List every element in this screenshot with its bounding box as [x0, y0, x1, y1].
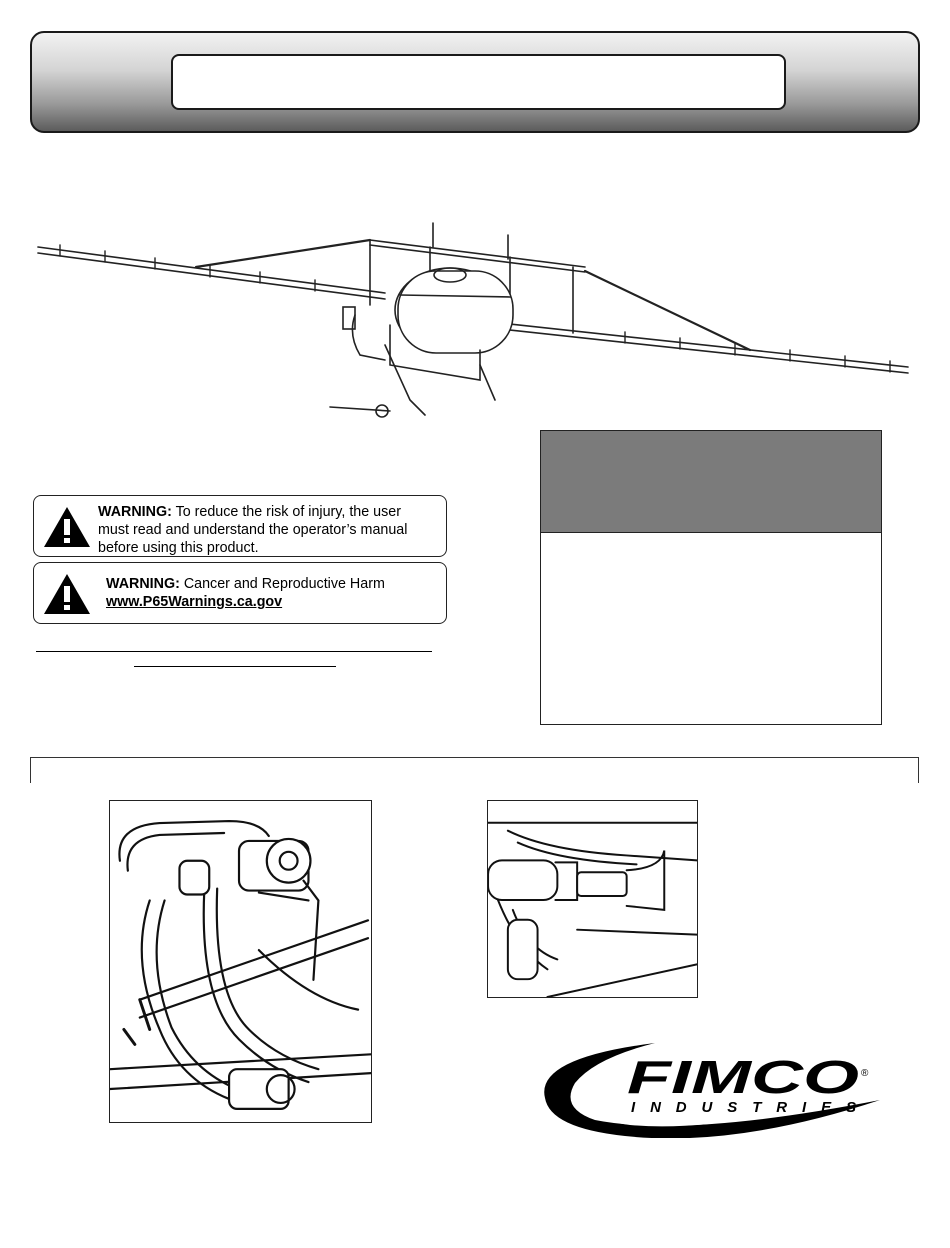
- hose-illustration: [488, 801, 697, 997]
- warning-line-3: before using this product.: [98, 540, 259, 556]
- hose-connection-photo: [487, 800, 698, 998]
- warning-box-manual: [33, 495, 447, 557]
- section-header-bar: [30, 757, 919, 783]
- divider-line: [36, 651, 432, 652]
- pump-illustration: [110, 801, 371, 1122]
- registered-mark: ®: [861, 1068, 869, 1079]
- title-box: [171, 54, 786, 110]
- warning-box-prop65: [33, 562, 447, 624]
- warning-label: WARNING:: [98, 504, 172, 520]
- sprayer-illustration: [30, 215, 920, 430]
- warning-triangle-icon: [42, 572, 92, 616]
- divider-line: [134, 666, 336, 667]
- warning-label: WARNING:: [106, 576, 180, 592]
- info-box: [540, 430, 882, 725]
- p65-link[interactable]: www.P65Warnings.ca.gov: [106, 594, 283, 610]
- warning-triangle-icon: [42, 505, 92, 549]
- brand-name: FIMCO: [627, 1051, 860, 1103]
- warning-text: [98, 503, 407, 557]
- warning-line-1: To reduce the risk of injury, the user: [171, 504, 401, 520]
- warning-line-1: Cancer and Reproductive Harm: [179, 576, 385, 592]
- fimco-logo: [535, 1038, 885, 1138]
- warning-line-2: must read and understand the operator’s manual: [98, 522, 408, 538]
- pump-assembly-photo: [109, 800, 372, 1123]
- info-box-header: [541, 431, 881, 533]
- brand-subtitle: INDUSTRIES: [631, 1099, 856, 1116]
- warning-text: [106, 575, 385, 611]
